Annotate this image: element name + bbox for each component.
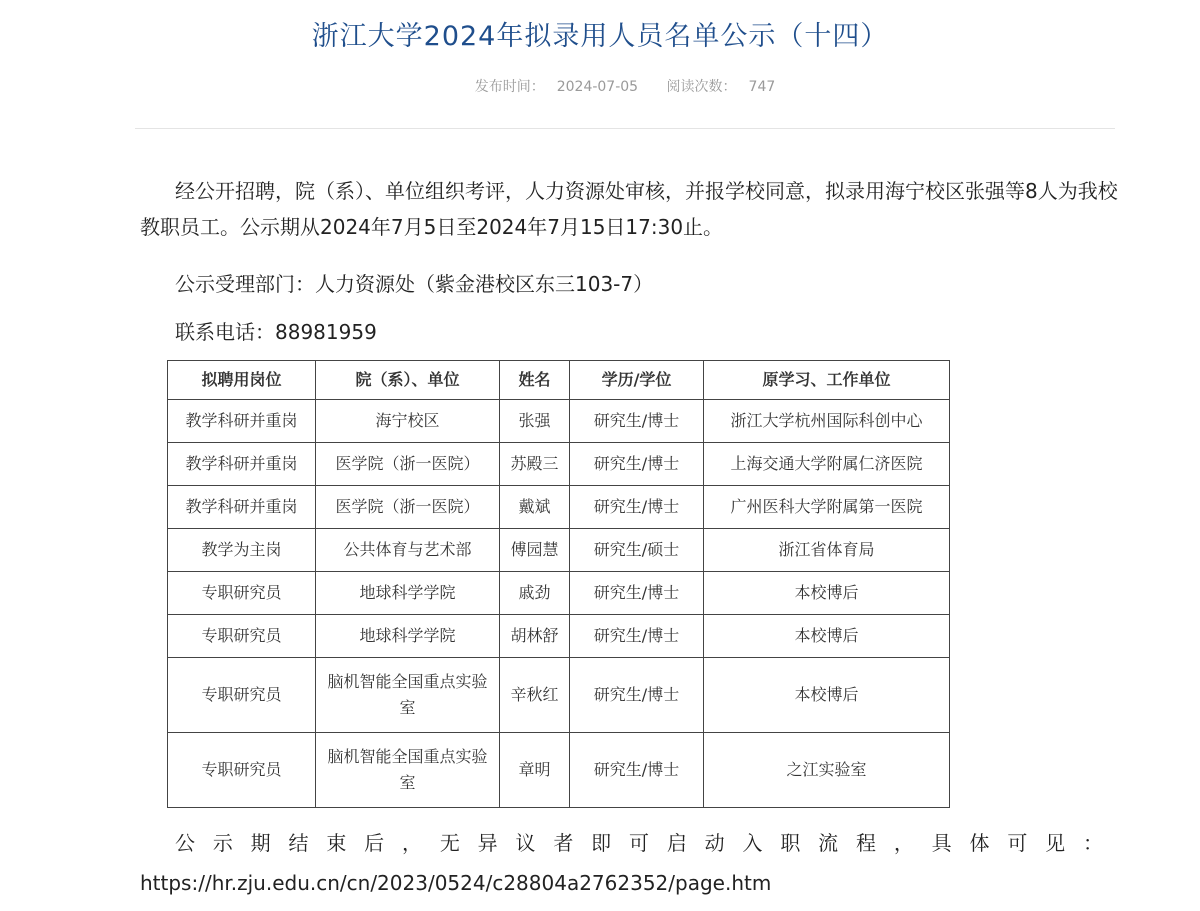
cell-position: 教学为主岗 (168, 529, 316, 572)
cell-position: 专职研究员 (168, 615, 316, 658)
publish-label: 发布时间： (474, 79, 545, 95)
cell-degree: 研究生/博士 (570, 443, 704, 486)
intro-paragraph: 经公开招聘，院（系）、单位组织考评，人力资源处审核，并报学校同意，拟录用海宁校区张强等8人为我校教职员工。公示期从2024年7月5日至2024年7月15日17:30止。 (140, 179, 1118, 239)
cell-degree: 研究生/博士 (570, 615, 704, 658)
cell-former-unit: 本校博后 (704, 658, 950, 733)
page-title: 浙江大学2024年拟录用人员名单公示（十四） (311, 21, 889, 52)
cell-former-unit: 浙江省体育局 (704, 529, 950, 572)
cell-degree: 研究生/博士 (570, 572, 704, 615)
publish-time (469, 79, 644, 95)
table-row (168, 529, 950, 572)
cell-name: 傅园慧 (500, 529, 570, 572)
cell-department: 医学院（浙一医院） (316, 443, 500, 486)
cell-position: 专职研究员 (168, 733, 316, 808)
cell-former-unit: 上海交通大学附属仁济医院 (704, 443, 950, 486)
cell-name: 戴斌 (500, 486, 570, 529)
view-count (661, 79, 782, 95)
table-row (168, 658, 950, 733)
table-row (168, 400, 950, 443)
cell-department: 海宁校区 (316, 400, 500, 443)
cell-degree: 研究生/博士 (570, 658, 704, 733)
cell-name: 苏殿三 (500, 443, 570, 486)
header-position: 拟聘用岗位 (168, 361, 316, 400)
cell-degree: 研究生/博士 (570, 400, 704, 443)
views-value: 747 (748, 79, 776, 95)
cell-former-unit: 浙江大学杭州国际科创中心 (704, 400, 950, 443)
phone-paragraph: 联系电话：88981959 (175, 320, 377, 344)
cell-degree: 研究生/硕士 (570, 529, 704, 572)
cell-former-unit: 广州医科大学附属第一医院 (704, 486, 950, 529)
cell-name: 戚劲 (500, 572, 570, 615)
cell-former-unit: 之江实验室 (704, 733, 950, 808)
cell-position: 专职研究员 (168, 572, 316, 615)
cell-position: 教学科研并重岗 (168, 486, 316, 529)
process-link[interactable]: https://hr.zju.edu.cn/cn/2023/0524/c28804a2762352/page.htm (140, 871, 772, 895)
cell-department: 脑机智能全国重点实验室 (316, 658, 500, 733)
header-name: 姓名 (500, 361, 570, 400)
department-paragraph: 公示受理部门：人力资源处（紫金港校区东三103-7） (175, 272, 654, 296)
cell-name: 辛秋红 (500, 658, 570, 733)
cell-position: 专职研究员 (168, 658, 316, 733)
cell-department: 地球科学学院 (316, 615, 500, 658)
title-divider (135, 128, 1115, 129)
header-former-unit: 原学习、工作单位 (704, 361, 950, 400)
cell-former-unit: 本校博后 (704, 615, 950, 658)
cell-degree: 研究生/博士 (570, 733, 704, 808)
views-label: 阅读次数： (666, 79, 737, 95)
article-meta (0, 76, 1200, 96)
publish-date: 2024-07-05 (556, 79, 639, 95)
cell-name: 章明 (500, 733, 570, 808)
table-header-row (168, 361, 950, 400)
cell-name: 胡林舒 (500, 615, 570, 658)
cell-former-unit: 本校博后 (704, 572, 950, 615)
closing-note: 公示期结束后，无异议者即可启动入职流程，具体可见： (175, 831, 1105, 855)
table-row (168, 486, 950, 529)
cell-department: 公共体育与艺术部 (316, 529, 500, 572)
table-row (168, 615, 950, 658)
cell-degree: 研究生/博士 (570, 486, 704, 529)
cell-department: 医学院（浙一医院） (316, 486, 500, 529)
table-row (168, 733, 950, 808)
cell-position: 教学科研并重岗 (168, 443, 316, 486)
header-degree: 学历/学位 (570, 361, 704, 400)
cell-department: 地球科学学院 (316, 572, 500, 615)
table-row (168, 572, 950, 615)
cell-position: 教学科研并重岗 (168, 400, 316, 443)
header-department: 院（系）、单位 (316, 361, 500, 400)
hiring-table (167, 360, 950, 808)
table-row (168, 443, 950, 486)
cell-department: 脑机智能全国重点实验室 (316, 733, 500, 808)
cell-name: 张强 (500, 400, 570, 443)
